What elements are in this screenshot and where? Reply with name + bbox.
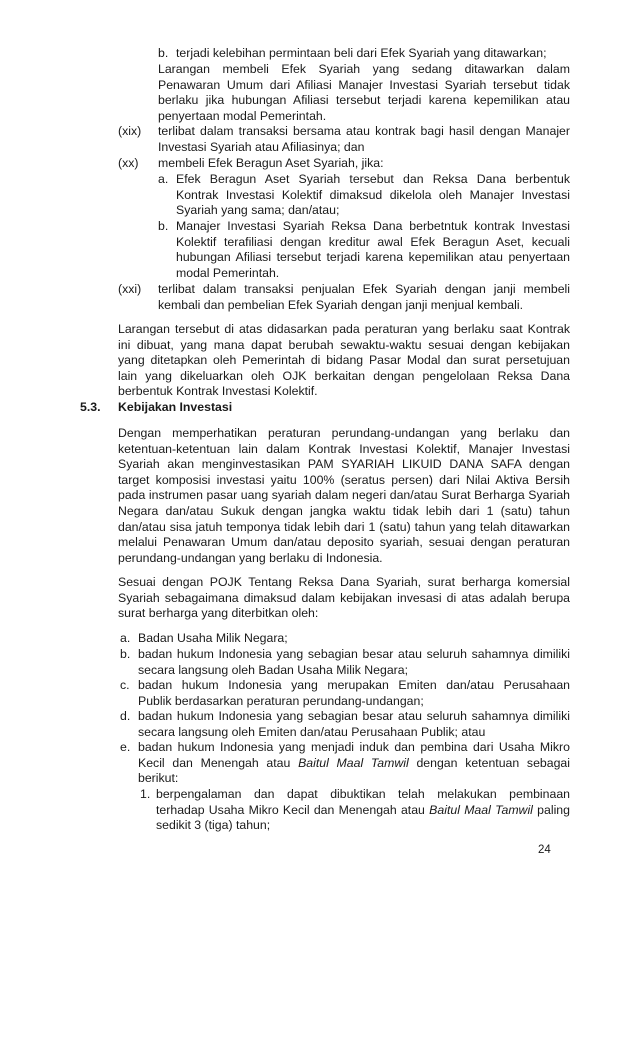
issuer-e-line2: Kecil dan Menengah atau Baitul Maal Tamwil dengan ketentuan sebagai: [138, 755, 570, 770]
issuer-c-label: c.: [120, 678, 130, 692]
larangan-paragraph: Larangan tersebut di atas didasarkan pada peraturan yang berlaku saat Kontrak ini dibuat, yang mana dapat berubah sewaktu-waktu sesuai dengan kebijakan yang ditetapkan oleh Pemerintah di bidang Pasar Modal dan surat persetujuan lain yang dikeluarkan oleh OJK berkaitan dengan pengelolaan Reksa Dana berbentuk Kontrak Investasi Kolektif.: [118, 322, 570, 399]
issuer-c-text: badan hukum Indonesia yang merupakan Emiten dan/atau Perusahaan Publik berdasarkan peraturan perundang-undangan;: [138, 678, 570, 708]
item-xix-label: (xix): [118, 124, 142, 138]
section-number: 5.3.: [80, 400, 101, 414]
issuer-d-label: d.: [120, 709, 131, 723]
baitul-maal-tamwil-term: Baitul Maal Tamwil: [429, 802, 533, 817]
baitul-maal-tamwil-term: Baitul Maal Tamwil: [298, 755, 409, 770]
issuer-a-label: a.: [120, 631, 131, 645]
item-xx-a-text: Efek Beragun Aset Syariah tersebut dan Reksa Dana berbentuk Kontrak Investasi Kolektif dimaksud dikelola oleh Manajer Investasi Syariah yang sama; dan/atau;: [176, 172, 570, 218]
issuer-e1-label: 1.: [140, 787, 151, 801]
item-xix-text: terlibat dalam transaksi bersama atau kontrak bagi hasil dengan Manajer Investasi Syariah atau Afiliasinya; dan: [158, 124, 570, 154]
issuer-e-text: badan hukum Indonesia yang menjadi induk dan pembina dari Usaha Mikro Kecil dan Menengah atau Baitul Maal Tamwil dengan ketentuan sebagai berikut:: [138, 740, 570, 786]
item-xx-b-text: Manajer Investasi Syariah Reksa Dana berbetntuk kontrak Investasi Kolektif terafiliasi dengan kreditur awal Efek Beragun Aset, kecuali hubungan Afiliasi tersebut terjadi karena kepemilikan atau penyertaan modal Pemerintah.: [176, 219, 570, 280]
issuer-b-label: b.: [120, 647, 131, 661]
issuer-b-text: badan hukum Indonesia yang sebagian besar atau seluruh sahamnya dimiliki secara langsung oleh Badan Usaha Milik Negara;: [138, 647, 570, 677]
issuer-e1-text: berpengalaman dan dapat dibuktikan telah melakukan pembinaan terhadap Usaha Mikro Kecil dan Menengah atau Baitul Maal Tamwil paling sedikit 3 (tiga) tahun;: [156, 787, 570, 833]
item-xx-b-label: b.: [158, 219, 169, 233]
page-number: 24: [538, 844, 551, 856]
item-xx-label: (xx): [118, 156, 139, 170]
issuer-a-text: Badan Usaha Milik Negara;: [138, 631, 288, 645]
item-xxi-label: (xxi): [118, 282, 142, 296]
issuer-e1-line2: terhadap Usaha Mikro Kecil dan Menengah atau Baitul Maal Tamwil paling: [156, 802, 570, 817]
pojk-paragraph: Sesuai dengan POJK Tentang Reksa Dana Syariah, surat berharga komersial Syariah sebagaimana dimaksud dalam kebijakan invesasi di atas adalah berupa surat berharga yang diterbitkan oleh:: [118, 575, 570, 621]
issuer-d-text: badan hukum Indonesia yang sebagian besar atau seluruh sahamnya dimiliki secara langsung oleh Emiten dan/atau Perusahaan Publik; atau: [138, 709, 570, 739]
item-xx-a-label: a.: [158, 172, 169, 186]
item-b-text: terjadi kelebihan permintaan beli dari Efek Syariah yang ditawarkan;: [176, 46, 547, 60]
section-title: Kebijakan Investasi: [118, 400, 233, 414]
item-b-continuation: Larangan membeli Efek Syariah yang sedang ditawarkan dalam Penawaran Umum dari Afiliasi Manajer Investasi Syariah tersebut tidak berlaku jika hubungan Afiliasi tersebut terjadi karena kepemilikan atau penyertaan modal Pemerintah.: [158, 62, 570, 123]
item-xxi-text: terlibat dalam transaksi penjualan Efek Syariah dengan janji membeli kembali dan pembelian Efek Syariah dengan janji menjual kembali.: [158, 282, 570, 312]
issuer-e-label: e.: [120, 740, 131, 754]
item-xx-text: membeli Efek Beragun Aset Syariah, jika:: [158, 156, 384, 170]
item-b-label: b.: [158, 46, 169, 60]
policy-paragraph: Dengan memperhatikan peraturan perundang-undangan yang berlaku dan ketentuan-ketentuan lain dalam Kontrak Investasi Kolektif, Manajer Investasi Syariah akan menginvestasikan PAM SYARIAH LIKUID DANA SAFA dengan target komposisi investasi yaitu 100% (seratus persen) dari Nilai Aktiva Bersih pada instrumen pasar uang syariah dalam negeri dan/atau Surat Berharga Syariah Negara dan/atau Sukuk dengan jangka waktu tidak lebih dari 1 (satu) tahun dan/atau sisa jatuh temponya tidak lebih dari 1 (satu) tahun yang telah ditawarkan melalui Penawaran Umum dan/atau deposito syariah, sesuai dengan peraturan perundang-undangan yang berlaku di Indonesia.: [118, 426, 570, 565]
